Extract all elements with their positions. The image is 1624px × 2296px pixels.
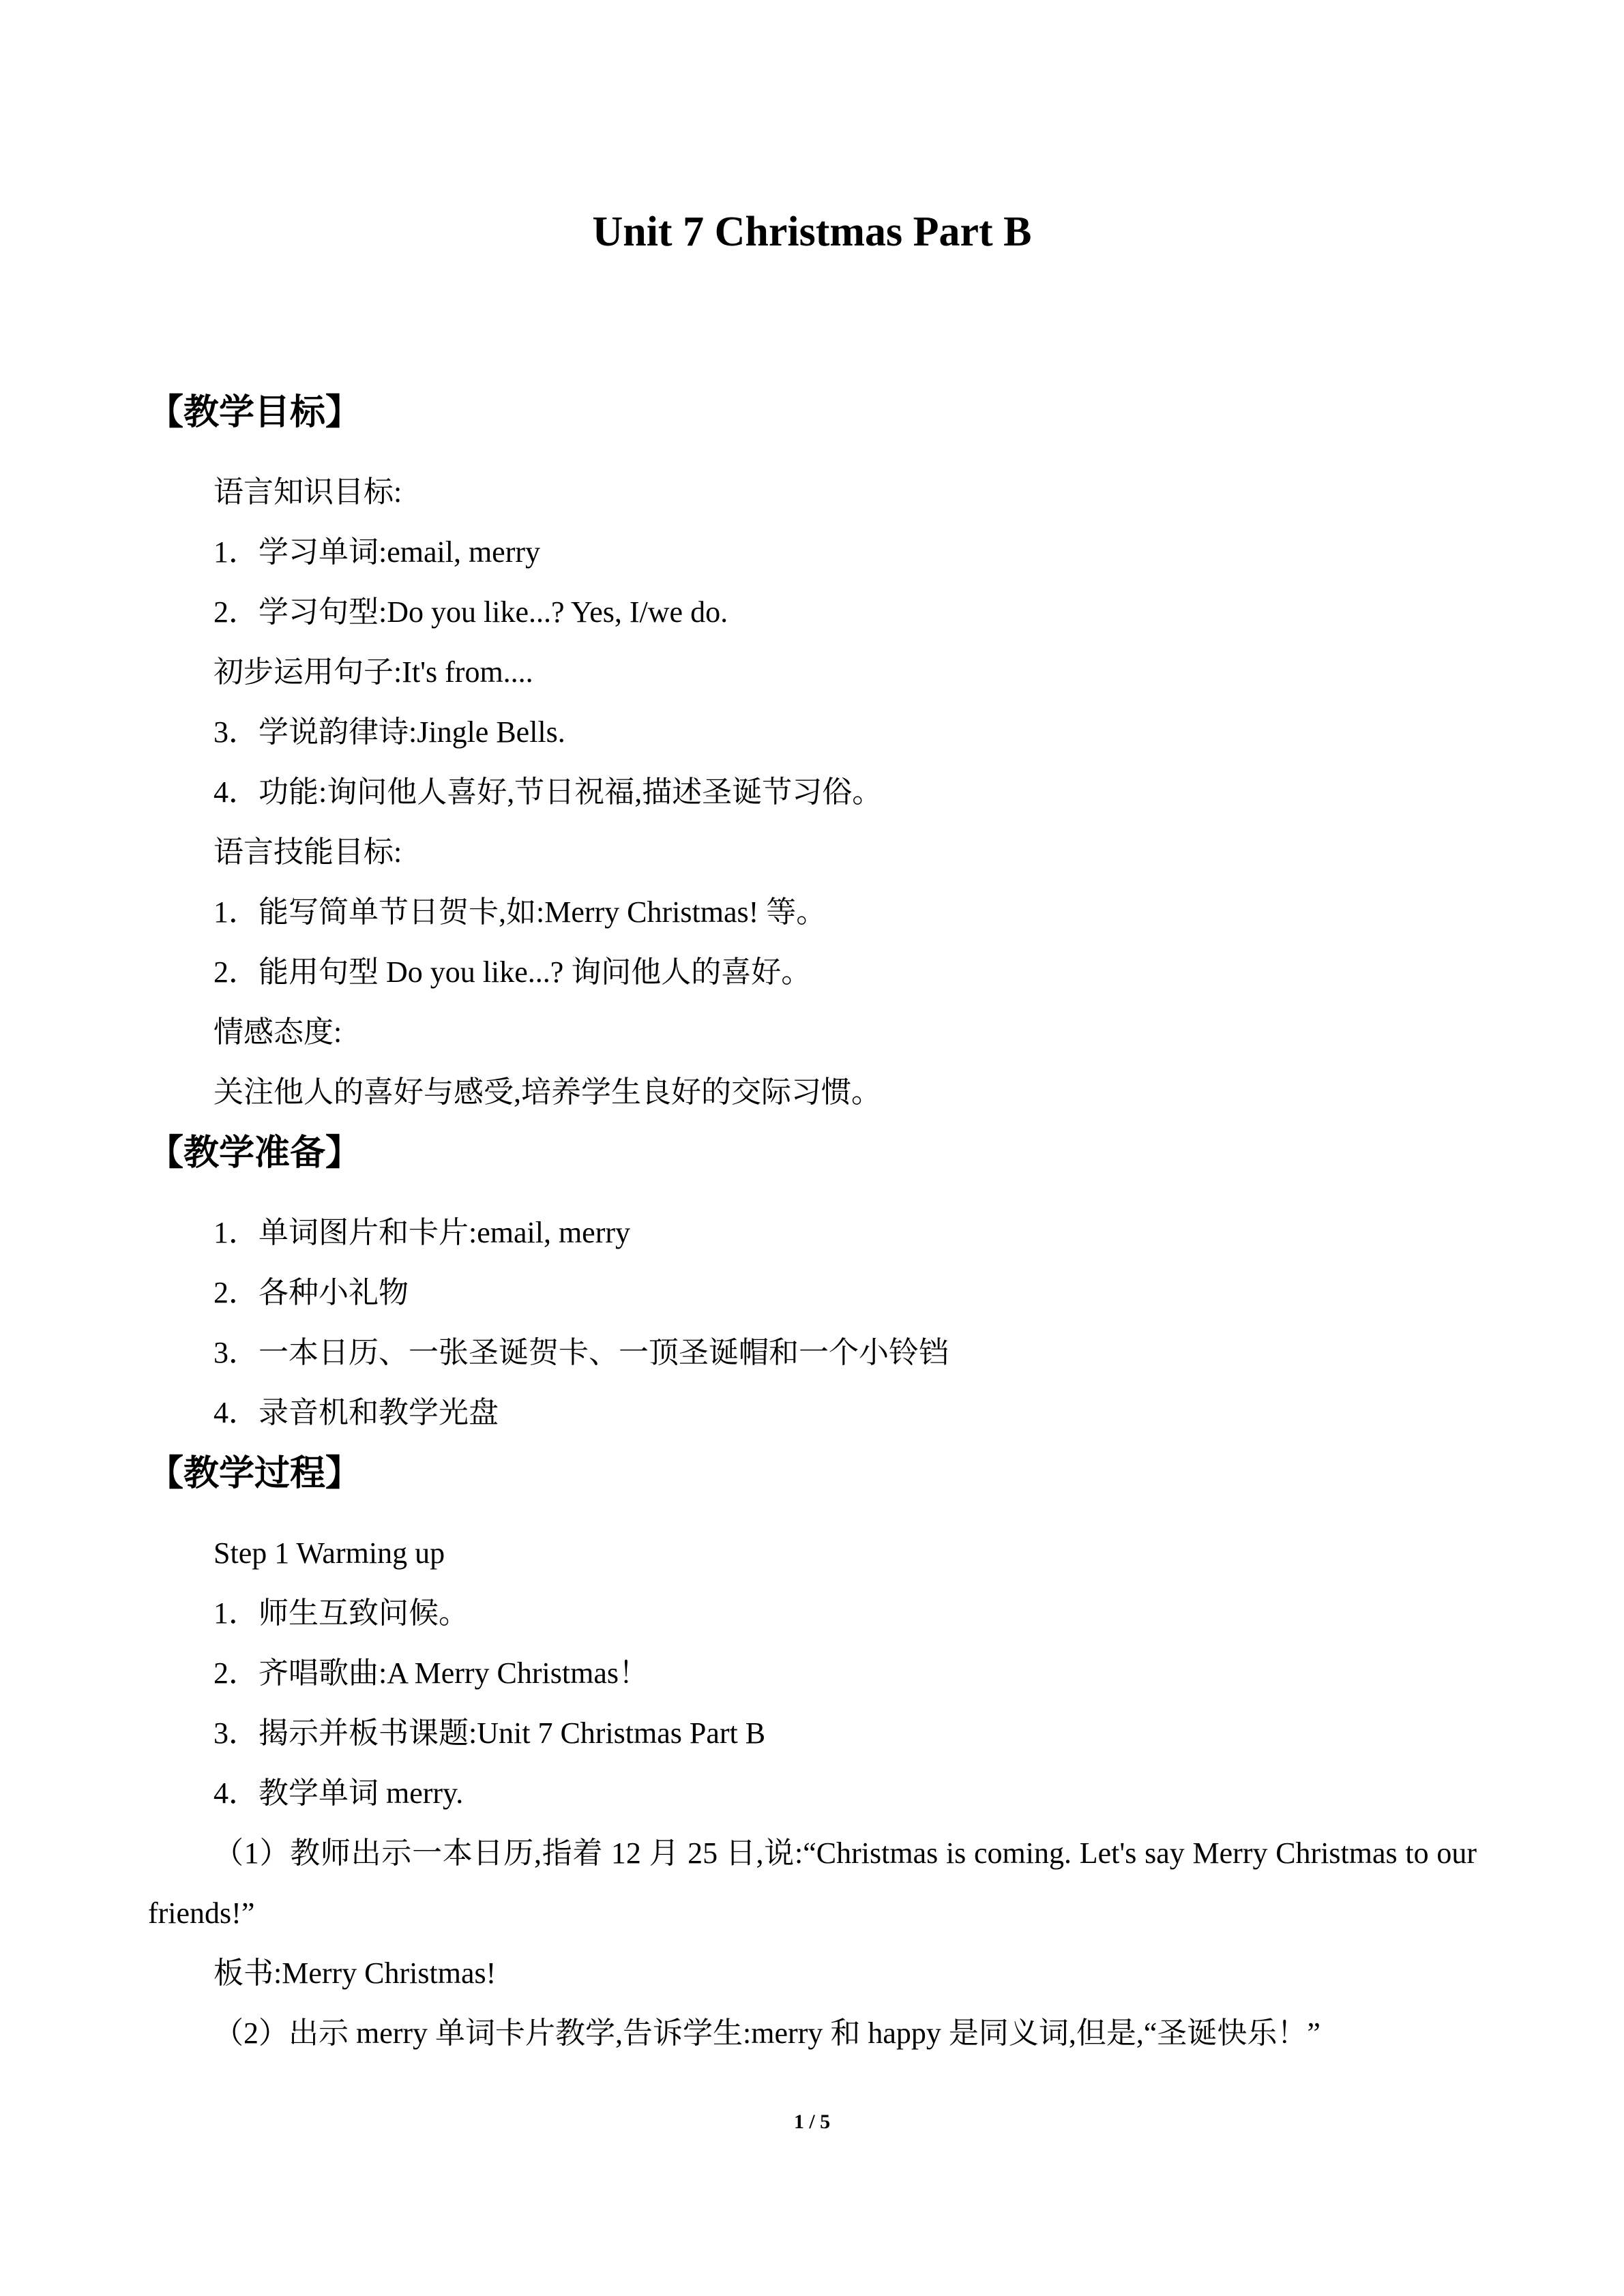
text-line: 板书:Merry Christmas! xyxy=(213,1956,497,1990)
text-paragraph: （1）教师出示一本日历,指着 12 月 25 日,说:“Christmas is coming. Let's say Merry Christmas to our friends!” xyxy=(148,1836,1477,1930)
text-line: 2．能用句型 Do you like...? 询问他人的喜好。 xyxy=(213,955,812,989)
section-heading: 【教学目标】 xyxy=(148,392,361,433)
text-line: 3．揭示并板书课题:Unit 7 Christmas Part B xyxy=(213,1716,766,1750)
text-line: 1．师生互致问候。 xyxy=(213,1596,469,1630)
text-line: 情感态度: xyxy=(213,1015,342,1049)
section-teaching-process xyxy=(148,1443,1477,2063)
text-line: （2）出示 merry 单词卡片教学,告诉学生:merry 和 happy 是同义词,但是,“圣诞快乐！” xyxy=(213,2016,1320,2050)
text-line: 1．学习单词:email, merry xyxy=(213,535,541,569)
document-body xyxy=(148,382,1477,2063)
text-line: 1．单词图片和卡片:email, merry xyxy=(213,1216,631,1249)
section-teaching-preparation xyxy=(148,1122,1477,1443)
page-number: 1 / 5 xyxy=(793,2111,831,2133)
section-teaching-objectives xyxy=(148,382,1477,1122)
text-line: 2．齐唱歌曲:A Merry Christmas！ xyxy=(213,1656,649,1690)
text-line: 2．各种小礼物 xyxy=(213,1276,409,1309)
text-line: 4．教学单词 merry. xyxy=(213,1776,464,1810)
text-line: 3．学说韵律诗:Jingle Bells. xyxy=(213,715,565,749)
text-line: Step 1 Warming up xyxy=(213,1536,445,1570)
text-line: 4．录音机和教学光盘 xyxy=(213,1396,499,1429)
text-line: 2．学习句型:Do you like...? Yes, I/we do. xyxy=(213,595,728,629)
text-line: 1．能写简单节日贺卡,如:Merry Christmas! 等。 xyxy=(213,895,827,929)
text-line: 4．功能:询问他人喜好,节日祝福,描述圣诞节习俗。 xyxy=(213,775,883,809)
section-heading: 【教学过程】 xyxy=(148,1453,361,1494)
text-line: 初步运用句子:It's from.... xyxy=(213,655,533,689)
text-line: 语言技能目标: xyxy=(213,835,402,869)
section-heading: 【教学准备】 xyxy=(148,1133,361,1174)
page-title: Unit 7 Christmas Part B xyxy=(592,209,1032,255)
text-line: 语言知识目标: xyxy=(213,475,402,509)
text-line: 3．一本日历、一张圣诞贺卡、一顶圣诞帽和一个小铃铛 xyxy=(213,1336,949,1369)
text-line: 关注他人的喜好与感受,培养学生良好的交际习惯。 xyxy=(213,1075,881,1109)
